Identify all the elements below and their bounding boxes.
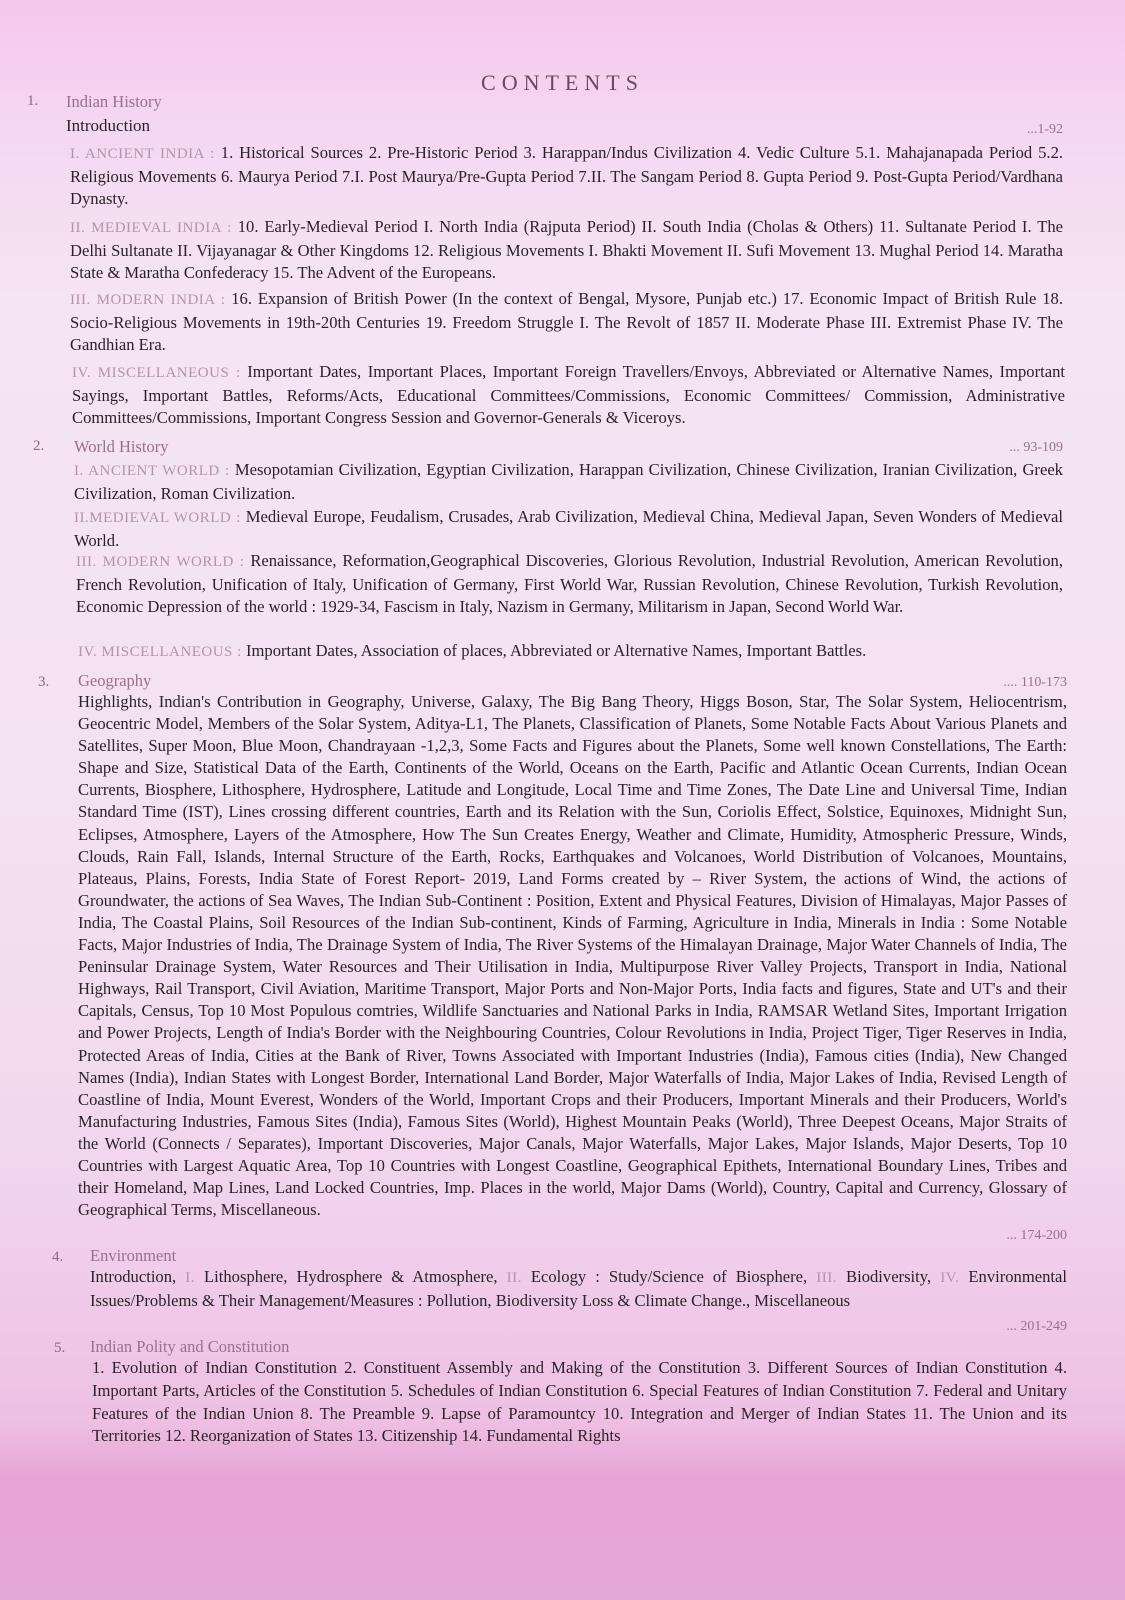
text-segment: Ecology : Study/Science of Biosphere, bbox=[521, 1267, 817, 1287]
subsection-text: 10. Early-Medieval Period I. North India (Rajputa Period) II. South India (Cholas & Others) 11. Sultanate Period I. The Delhi Sultanate II. Vijayanagar & Other Kingdoms 12. Religious Movements I. Bhakti Movement II. Sufi Movement 13. Mughal Period 14. Maratha State & Maratha Confederacy 15. The Advent of the Europeans. bbox=[70, 217, 1063, 283]
subsection-label: II.MEDIEVAL WORLD : bbox=[74, 510, 241, 526]
text-segment: Introduction, bbox=[90, 1267, 186, 1287]
text-segment: Environmental Issues/Problems & Their Management/Measures : Pollution, Biodiversity Loss & Climate Change., Miscellaneous bbox=[90, 1267, 1068, 1310]
page-range: ... 174-200 bbox=[1006, 1228, 1067, 1244]
subsection-medieval-world bbox=[74, 506, 1063, 552]
section-heading: Indian Polity and Constitution bbox=[90, 1337, 290, 1357]
subsection-text: 1. Historical Sources 2. Pre-Historic Period 3. Harappan/Indus Civilization 4. Vedic Culture 5.1. Mahajanapada Period 5.2. Religious Movements 6. Maurya Period 7.I. Post Maurya/Pre-Gupta Period 7.II. The Sangam Period 8. Gupta Period 9. Post-Gupta Period/Vardhana Dynasty. bbox=[70, 143, 1064, 209]
subsection-label: I. bbox=[185, 1270, 195, 1287]
subsection-label: II. bbox=[506, 1270, 522, 1287]
section-heading: Geography bbox=[78, 671, 152, 690]
subsection-ancient-india bbox=[70, 142, 1063, 211]
subsection-label: IV. MISCELLANEOUS : bbox=[72, 365, 241, 381]
subsection-modern-world bbox=[76, 550, 1063, 619]
subsection-label: IV. MISCELLANEOUS : bbox=[78, 644, 242, 660]
section-number: 3. bbox=[38, 674, 50, 690]
subsection-label: II. MEDIEVAL INDIA : bbox=[70, 220, 232, 236]
subsection-label: I. ANCIENT INDIA : bbox=[70, 146, 215, 162]
page-range: .... 110-173 bbox=[1003, 675, 1067, 690]
section-indian-polity bbox=[30, 1318, 1067, 1447]
subsection-text: Mesopotamian Civilization, Egyptian Civilization, Harappan Civilization, Chinese Civilization, Iranian Civilization, Greek Civilization, Roman Civilization. bbox=[74, 460, 1063, 503]
section-intro: Introduction bbox=[66, 116, 151, 135]
section-geography bbox=[30, 670, 1067, 1221]
contents-flow bbox=[30, 670, 1067, 1448]
page-range: ...1-92 bbox=[1026, 122, 1063, 137]
section-heading: Environment bbox=[90, 1246, 177, 1266]
section-header bbox=[30, 1245, 1067, 1266]
subsection-medieval-india bbox=[70, 216, 1063, 285]
section-heading: Indian History bbox=[66, 92, 162, 111]
subsection-miscellaneous bbox=[78, 640, 1063, 664]
text-segment: Biodiversity, bbox=[836, 1267, 941, 1287]
section-number: 1. bbox=[27, 93, 39, 109]
section-text: Highlights, Indian's Contribution in Geography, Universe, Galaxy, The Big Bang Theory, Higgs Boson, Star, The Solar System, Heliocentrism, Geocentric Model, Members of the Solar System, Aditya-L1, The Planets, Classification of Planets, Some Notable Facts About Various Planets and Satellites, Super Moon, Blue Moon, Chandrayaan -1,2,3, Some Facts and Figures about the Planets, Some well known Constellations, The Earth: Shape and Size, Statistical Data of the Earth, Continents of the World, Oceans on the Earth, Pacific and Atlantic Ocean Currents, Indian Ocean Currents, Biosphere, Lithosphere, Hydrosphere, Latitude and Longitude, Local Time and Time Zones, The Date Line and Universal Time, Indian Standard Time (IST), Lines crossing different countries, Earth and its Relation with the Sun, Coriolis Effect, Solstice, Equinoxes, Midnight Sun, Eclipses, Atmosphere, Layers of the Atmosphere, How The Sun Creates Energy, Weather and Climate, Humidity, Atmospheric Pressure, Winds, Clouds, Rain Fall, Islands, Internal Structure of the Earth, Rocks, Earthquakes and Volcanoes, World Distribution of Volcanoes, Mountains, Plateaus, Plains, Forests, India State of Forest Report- 2019, Land Forms created by – River System, the actions of Wind, the actions of Groundwater, the actions of Sea Waves, The Indian Sub-Continent : Position, Extent and Physical Features, Division of Himalayas, Major Passes of India, The Coastal Plains, Soil Resources of the Indian Sub-continent, Kinds of Farming, Agriculture in India, Minerals in India : Some Notable Facts, Major Industries of India, The Drainage System of India, The River Systems of the Himalayan Drainage, Major Water Channels of India, The Peninsular Drainage System, Water Resources and Their Utilisation in India, Multipurpose River Valley Projects, Transport in India, National Highways, Rail Transport, Civil Aviation, Maritime Transport, Major Ports and Non-Major Ports, India facts and figures, State and UT's and their Capitals, Census, Top 10 Most Populous comtries, Wildlife Sanctuaries and National Parks in India, RAMSAR Wetland Sites, Important Irrigation and Power Projects, Length of India's Border with the Neighbouring Countries, Colour Revolutions in India, Project Tiger, Tiger Reserves in India, Protected Areas of India, Cities at the Bank of River, Towns Associated with Important Industries (India), Famous cities (India), New Changed Names (India), Indian States with Longest Border, International Land Border, Major Waterfalls of India, Major Lakes of India, Revised Length of Coastline of India, Mount Everest, Wonders of the World, Important Crops and their Producers, Important Minerals and their Producers, World's Manufacturing Industries, Famous Sites (India), Famous Sites (World), Highest Mountain Peaks (World), Three Deepest Oceans, Major Straits of the World (Connects / Separates), Important Discoveries, Major Canals, Major Waterfalls, Major Lakes, Major Islands, Major Deserts, Top 10 Countries with Largest Aquatic Area, Top 10 Countries with Longest Coastline, Geographical Epithets, International Boundary Lines, Tribes and their Homeland, Map Lines, Land Locked Countries, Imp. Places in the world, Major Dams (World), Country, Capital and Currency, Glossary of Geographical Terms, Miscellaneous. bbox=[78, 692, 1067, 1220]
subsection-miscellaneous bbox=[72, 361, 1065, 430]
text-segment: Lithosphere, Hydrosphere & Atmosphere, bbox=[194, 1267, 507, 1287]
subsection-text: Medieval Europe, Feudalism, Crusades, Arab Civilization, Medieval China, Medieval Japan, Seven Wonders of Medieval World. bbox=[74, 507, 1063, 550]
section-number: 4. bbox=[52, 1249, 64, 1266]
subsection-label: I. ANCIENT WORLD : bbox=[74, 463, 230, 479]
subsection-text: Renaissance, Reformation,Geographical Discoveries, Glorious Revolution, Industrial Revolution, American Revolution, French Revolution, Unification of Italy, Unification of Germany, First World War, Russian Revolution, Chinese Revolution, Turkish Revolution, Economic Depression of the world : 1929-34, Fascism in Italy, Nazism in Germany, Militarism in Japan, Second World War. bbox=[76, 551, 1064, 617]
section-environment bbox=[30, 1227, 1067, 1312]
subsection-label: III. MODERN WORLD : bbox=[76, 554, 245, 570]
subsection-text: Important Dates, Important Places, Important Foreign Travellers/Envoys, Abbreviated or Alternative Names, Important Sayings, Important Battles, Reforms/Acts, Educational Committees/Commissions, Economic Committees/ Commission, Administrative Committees/Commissions, Important Congress Session and Governor-Generals & Viceroys. bbox=[72, 362, 1065, 428]
page-range: ... 93-109 bbox=[1009, 440, 1063, 455]
page-range: ... 201-249 bbox=[1006, 1319, 1067, 1335]
subsection-text: Important Dates, Association of places, Abbreviated or Alternative Names, Important Battles. bbox=[245, 641, 867, 660]
subsection-label: IV. bbox=[940, 1270, 960, 1287]
subsection-ancient-world bbox=[74, 459, 1063, 505]
section-heading: World History bbox=[74, 437, 169, 456]
section-text bbox=[90, 1266, 1067, 1312]
subsection-label: III. bbox=[816, 1270, 837, 1287]
subsection-label: III. MODERN INDIA : bbox=[70, 292, 226, 308]
section-number: 5. bbox=[54, 1340, 66, 1357]
section-header bbox=[30, 1336, 1067, 1357]
page-title: CONTENTS bbox=[481, 70, 644, 95]
subsection-text: 16. Expansion of British Power (In the context of Bengal, Mysore, Punjab etc.) 17. Economic Impact of British Rule 18. Socio-Religious Movements in 19th-20th Centuries 19. Freedom Struggle I. The Revolt of 1857 II. Moderate Phase III. Extremist Phase IV. The Gandhian Era. bbox=[70, 289, 1063, 355]
subsection-modern-india bbox=[70, 288, 1063, 357]
section-text: 1. Evolution of Indian Constitution 2. Constituent Assembly and Making of the Constitution 3. Different Sources of Indian Constitution 4. Important Parts, Articles of the Constitution 5. Schedules of Indian Constitution 6. Special Features of Indian Constitution 7. Federal and Unitary Features of the Indian Union 8. The Preamble 9. Lapse of Paramountcy 10. Integration and Merger of Indian States 11. The Union and its Territories 12. Reorganization of States 13. Citizenship 14. Fundamental Rights bbox=[92, 1358, 1067, 1446]
section-number: 2. bbox=[33, 438, 45, 454]
section-header bbox=[30, 670, 1067, 691]
